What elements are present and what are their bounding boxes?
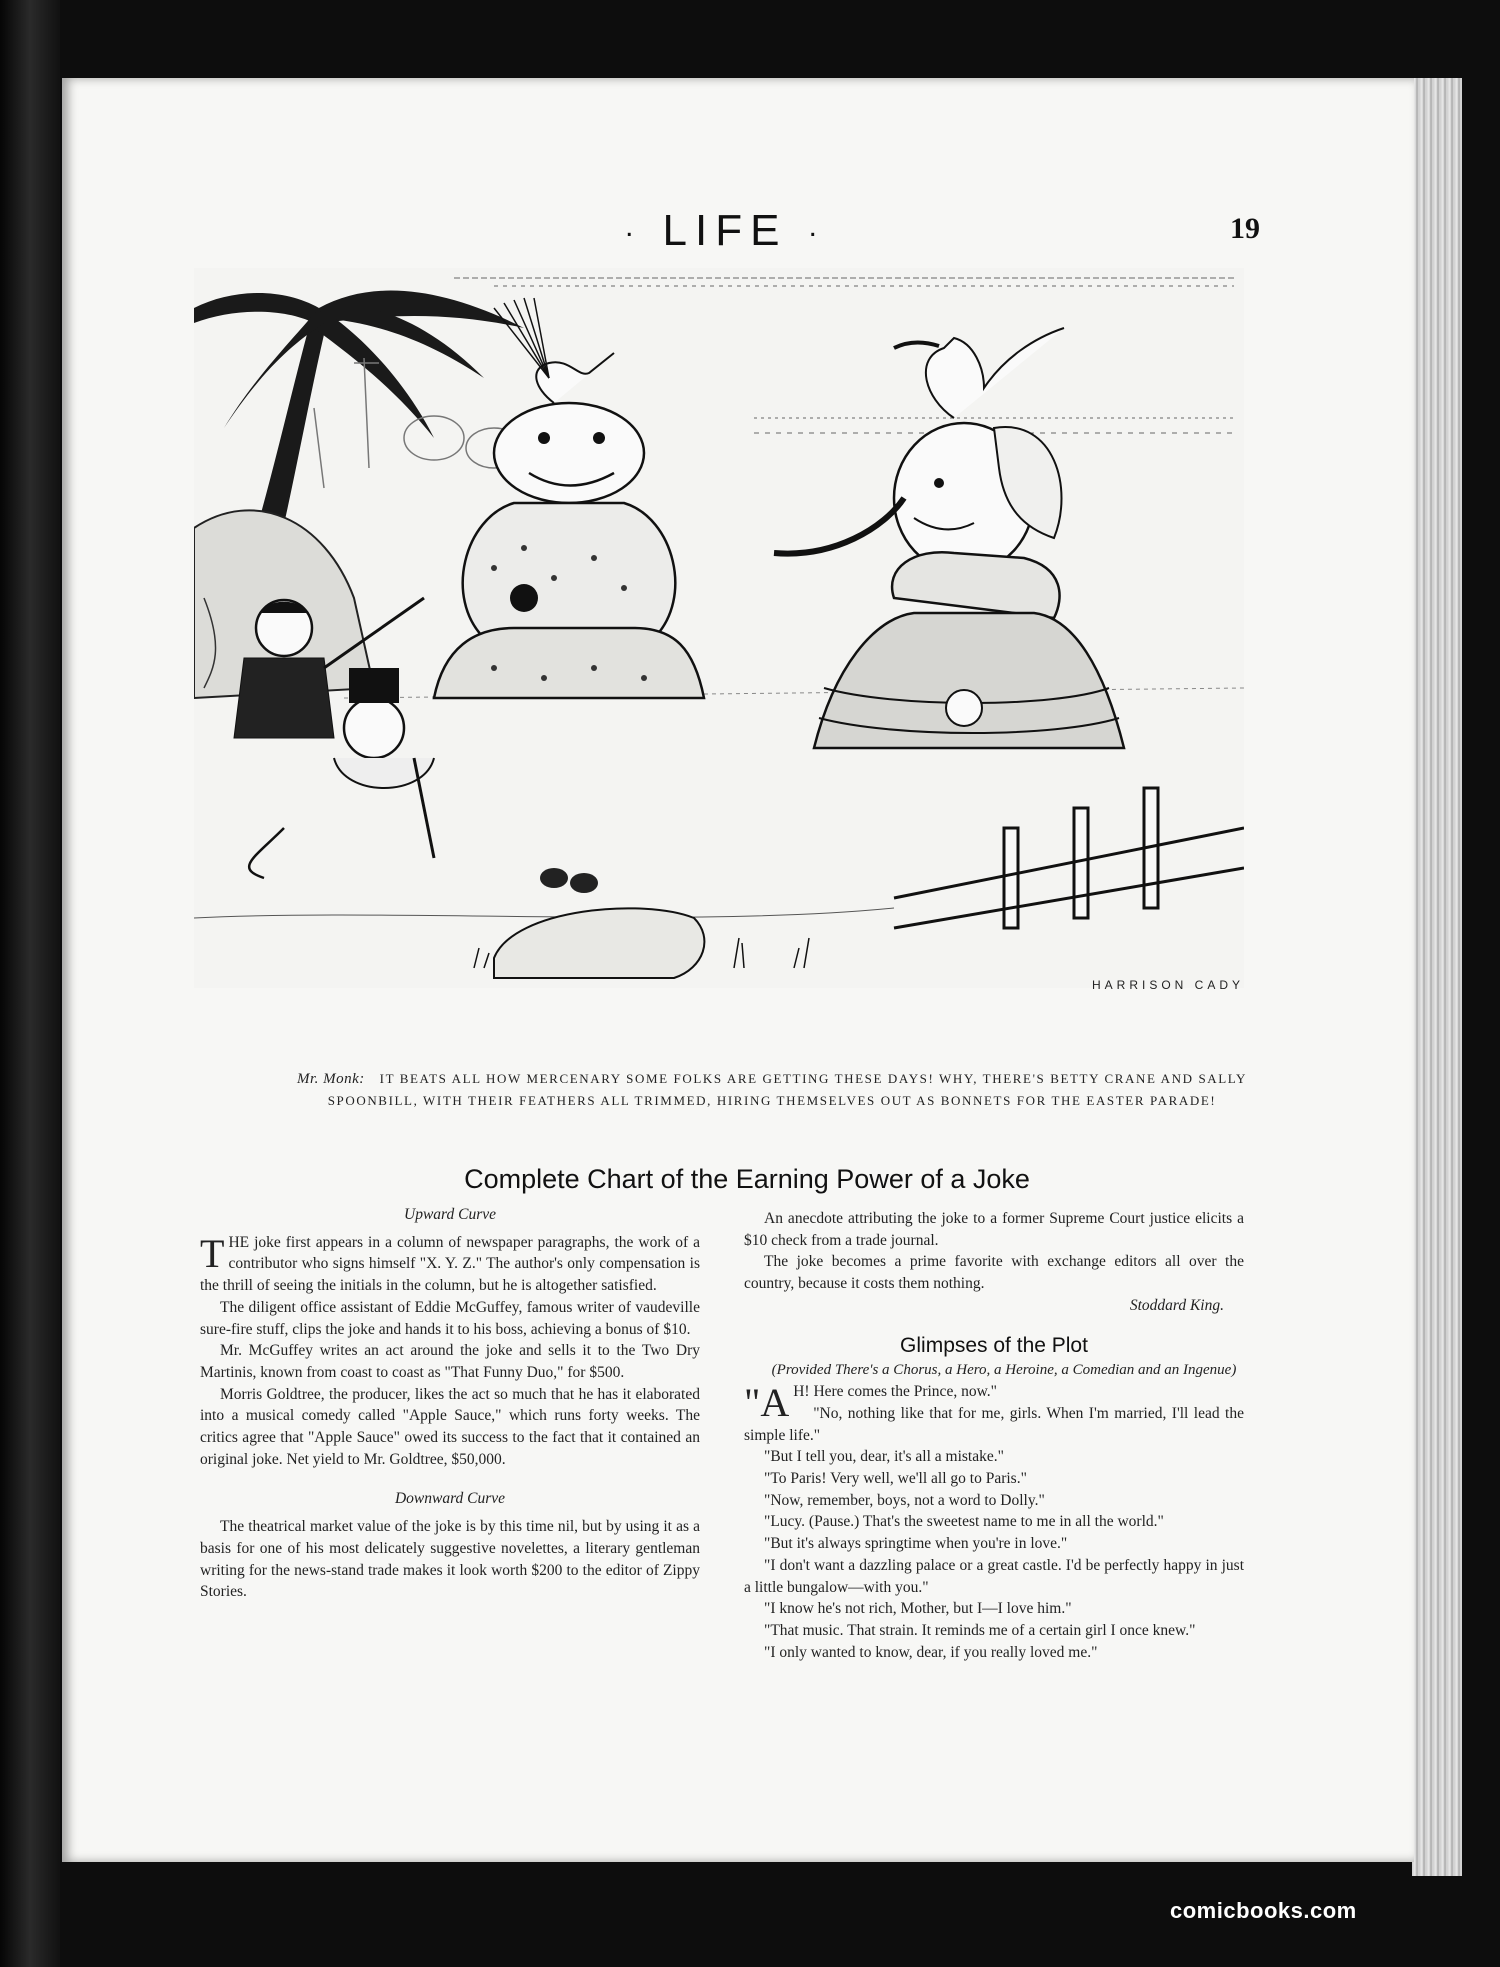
dialog-line: "Now, remember, boys, not a word to Dolly." xyxy=(764,1491,1045,1509)
author-signature: Stoddard King. xyxy=(1129,1296,1224,1314)
dialog-line: "No, nothing like that for me, girls. When I'm married, I'll lead the simple life." xyxy=(744,1404,1244,1444)
article-paragraph: Mr. McGuffey writes an act around the joke and sells it to the Two Dry Martinis, known from coast to coast as "That Funny Duo," for $500. xyxy=(200,1342,700,1381)
dialog-line: "I don't want a dazzling palace or a great castle. I'd be perfectly happy in just a little bungalow—with you." xyxy=(744,1556,1244,1596)
upward-curve-heading: Upward Curve xyxy=(404,1206,496,1223)
dialog-line: "But I tell you, dear, it's all a mistake." xyxy=(764,1448,1004,1466)
page-stack-edge xyxy=(1412,78,1462,1876)
dialog-line: "Lucy. (Pause.) That's the sweetest name to me in all the world." xyxy=(764,1513,1164,1531)
magazine-page xyxy=(62,78,1414,1862)
plot-title: Glimpses of the Plot xyxy=(900,1333,1088,1357)
article-title: Complete Chart of the Earning Power of a Joke xyxy=(464,1164,1030,1194)
masthead xyxy=(62,206,1388,256)
artist-signature: HARRISON CADY xyxy=(1092,978,1245,992)
cartoon-illustration xyxy=(194,268,1244,988)
article-paragraph: Morris Goldtree, the producer, likes the act so much that he has it elaborated into a musical comedy called "Apple Sauce," which runs forty weeks. The critics agree that "Apple Sauce" owed its success to the fact that it contained an original joke. Net yield to Mr. Goldtree, $50,000. xyxy=(200,1385,700,1468)
left-column xyxy=(200,1204,700,1603)
paragraph-text: HE joke first appears in a column of newspaper paragraphs, the work of a contributor who signs himself "X. Y. Z." The author's only compensation is the thrill of seeing the initials in the column, but he is altogether satisfied. xyxy=(200,1233,700,1295)
drop-cap: T xyxy=(200,1230,225,1276)
plot-note: (Provided There's a Chorus, a Hero, a Heroine, a Comedian and an Ingenue) xyxy=(771,1362,1237,1379)
masthead-dot-right: · xyxy=(807,216,826,250)
drop-cap: "A xyxy=(744,1380,790,1426)
masthead-dot-left: · xyxy=(624,216,643,250)
downward-curve-heading: Downward Curve xyxy=(394,1490,506,1508)
illustration-caption xyxy=(272,1068,1272,1112)
caption-text: IT BEATS ALL HOW MERCENARY SOME FOLKS ARE GETTING THESE DAYS! WHY, THERE'S BETTY CRANE AND SALLY SPOONBILL, WITH THEIR FEATHERS ALL TRIMMED, HIRING THEMSELVES OUT AS BONNETS FOR THE EASTER PARADE! xyxy=(327,1071,1248,1108)
right-column xyxy=(744,1208,1244,1663)
book-binding-edge xyxy=(0,0,60,1967)
source-watermark: comicbooks.com xyxy=(1170,1898,1357,1923)
caption-speaker: Mr. Monk: xyxy=(296,1071,365,1087)
dialog-line: "I know he's not rich, Mother, but I—I love him." xyxy=(764,1600,1072,1618)
dialog-line: "I only wanted to know, dear, if you really loved me." xyxy=(764,1643,1098,1661)
dialog-line: "A H! Here comes the Prince, now." xyxy=(744,1380,997,1426)
article-paragraph: The joke becomes a prime favorite with exchange editors all over the country, because it costs them nothing. xyxy=(744,1253,1244,1293)
dialog-line: "To Paris! Very well, we'll all go to Paris." xyxy=(764,1470,1027,1488)
article-paragraph: The theatrical market value of the joke is by this time nil, but by using it as a basis for one of his most delicately suggestive novelettes, a literary gentleman writing for the news-stand trade makes it look worth $200 to the editor of Zippy Stories. xyxy=(200,1518,700,1601)
article-paragraph: The diligent office assistant of Eddie McGuffey, famous writer of vaudeville sure-fire stuff, clips the joke and hands it to his boss, achieving a bonus of $10. xyxy=(200,1298,700,1338)
dialog-line: "But it's always springtime when you're in love." xyxy=(764,1535,1068,1553)
article-paragraph xyxy=(200,1232,700,1297)
article-paragraph: An anecdote attributing the joke to a former Supreme Court justice elicits a $10 check from a trade journal. xyxy=(744,1210,1244,1249)
dialog-line: "That music. That strain. It reminds me of a certain girl I once knew." xyxy=(764,1621,1196,1639)
page-number: 19 xyxy=(1230,212,1260,245)
masthead-title: LIFE xyxy=(662,206,788,255)
